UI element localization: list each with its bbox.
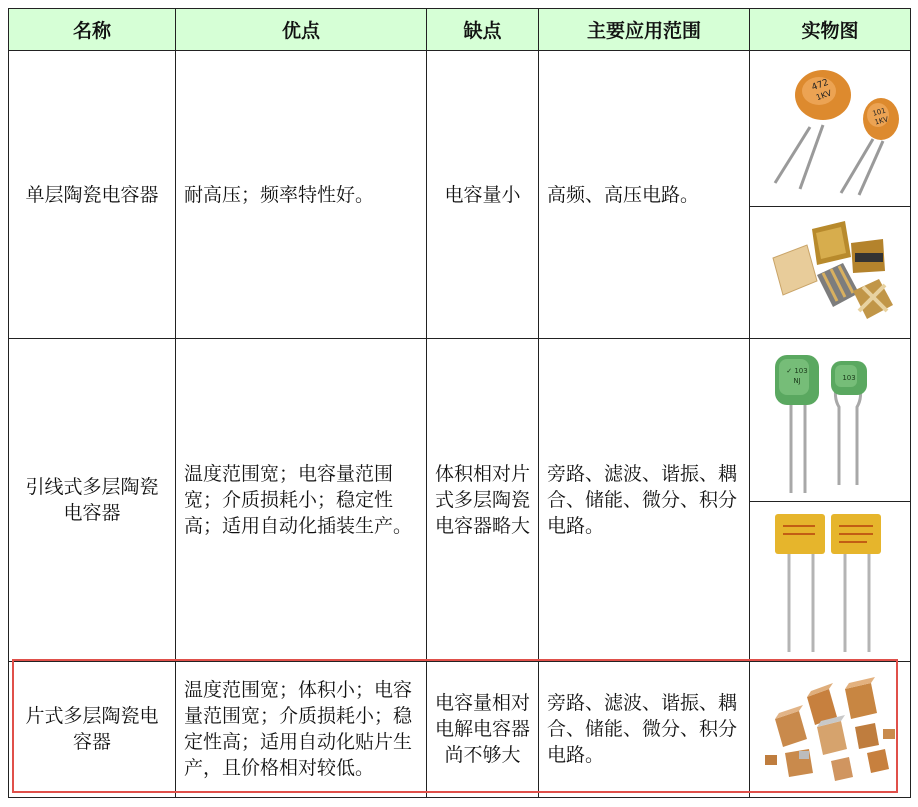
table-row: [9, 339, 911, 501]
svg-text:103: 103: [842, 373, 856, 382]
row3-applications: 旁路、滤波、谐振、耦合、储能、微分、积分电路。: [539, 661, 750, 797]
row2-applications: 旁路、滤波、谐振、耦合、储能、微分、积分电路。: [539, 339, 750, 662]
header-pros: 优点: [176, 9, 427, 51]
svg-text:NJ: NJ: [793, 376, 801, 385]
header-photo: 实物图: [750, 9, 911, 51]
row2-pros: 温度范围宽；电容量范围宽；介质损耗小；稳定性高；适用自动化插装生产。: [176, 339, 427, 662]
header-cons: 缺点: [427, 9, 539, 51]
header-name: 名称: [9, 9, 176, 51]
row3-pros: 温度范围宽；体积小；电容量范围宽；介质损耗小；稳定性高；适用自动化贴片生产，且价格相对较低。: [176, 661, 427, 797]
gold-single-layer-chips-photo: [750, 207, 911, 339]
row3-name: 片式多层陶瓷电容器: [9, 661, 176, 797]
row1-cons: 电容量小: [427, 51, 539, 339]
row1-applications: 高频、高压电路。: [539, 51, 750, 339]
svg-text:✓ 103: ✓ 103: [786, 366, 808, 375]
smd-chip-capacitors-photo: [750, 661, 911, 797]
row1-pros: 耐高压；频率特性好。: [176, 51, 427, 339]
svg-text:101: 101: [871, 106, 887, 118]
row2-cons: 体积相对片式多层陶瓷电容器略大: [427, 339, 539, 662]
header-applications: 主要应用范围: [539, 9, 750, 51]
svg-text:1KV: 1KV: [873, 114, 890, 127]
green-leaded-capacitors-photo: [750, 339, 911, 501]
orange-disc-capacitors-photo: [750, 51, 911, 207]
header-row: [9, 9, 911, 51]
table-row: [9, 661, 911, 797]
row3-cons: 电容量相对电解电容器尚不够大: [427, 661, 539, 797]
capacitor-comparison-table: [8, 8, 911, 798]
row2-name: 引线式多层陶瓷电容器: [9, 339, 176, 662]
svg-text:1KV: 1KV: [814, 88, 833, 102]
row1-name: 单层陶瓷电容器: [9, 51, 176, 339]
svg-text:472: 472: [810, 77, 831, 93]
table-row: [9, 51, 911, 207]
yellow-leaded-capacitors-photo: [750, 501, 911, 661]
